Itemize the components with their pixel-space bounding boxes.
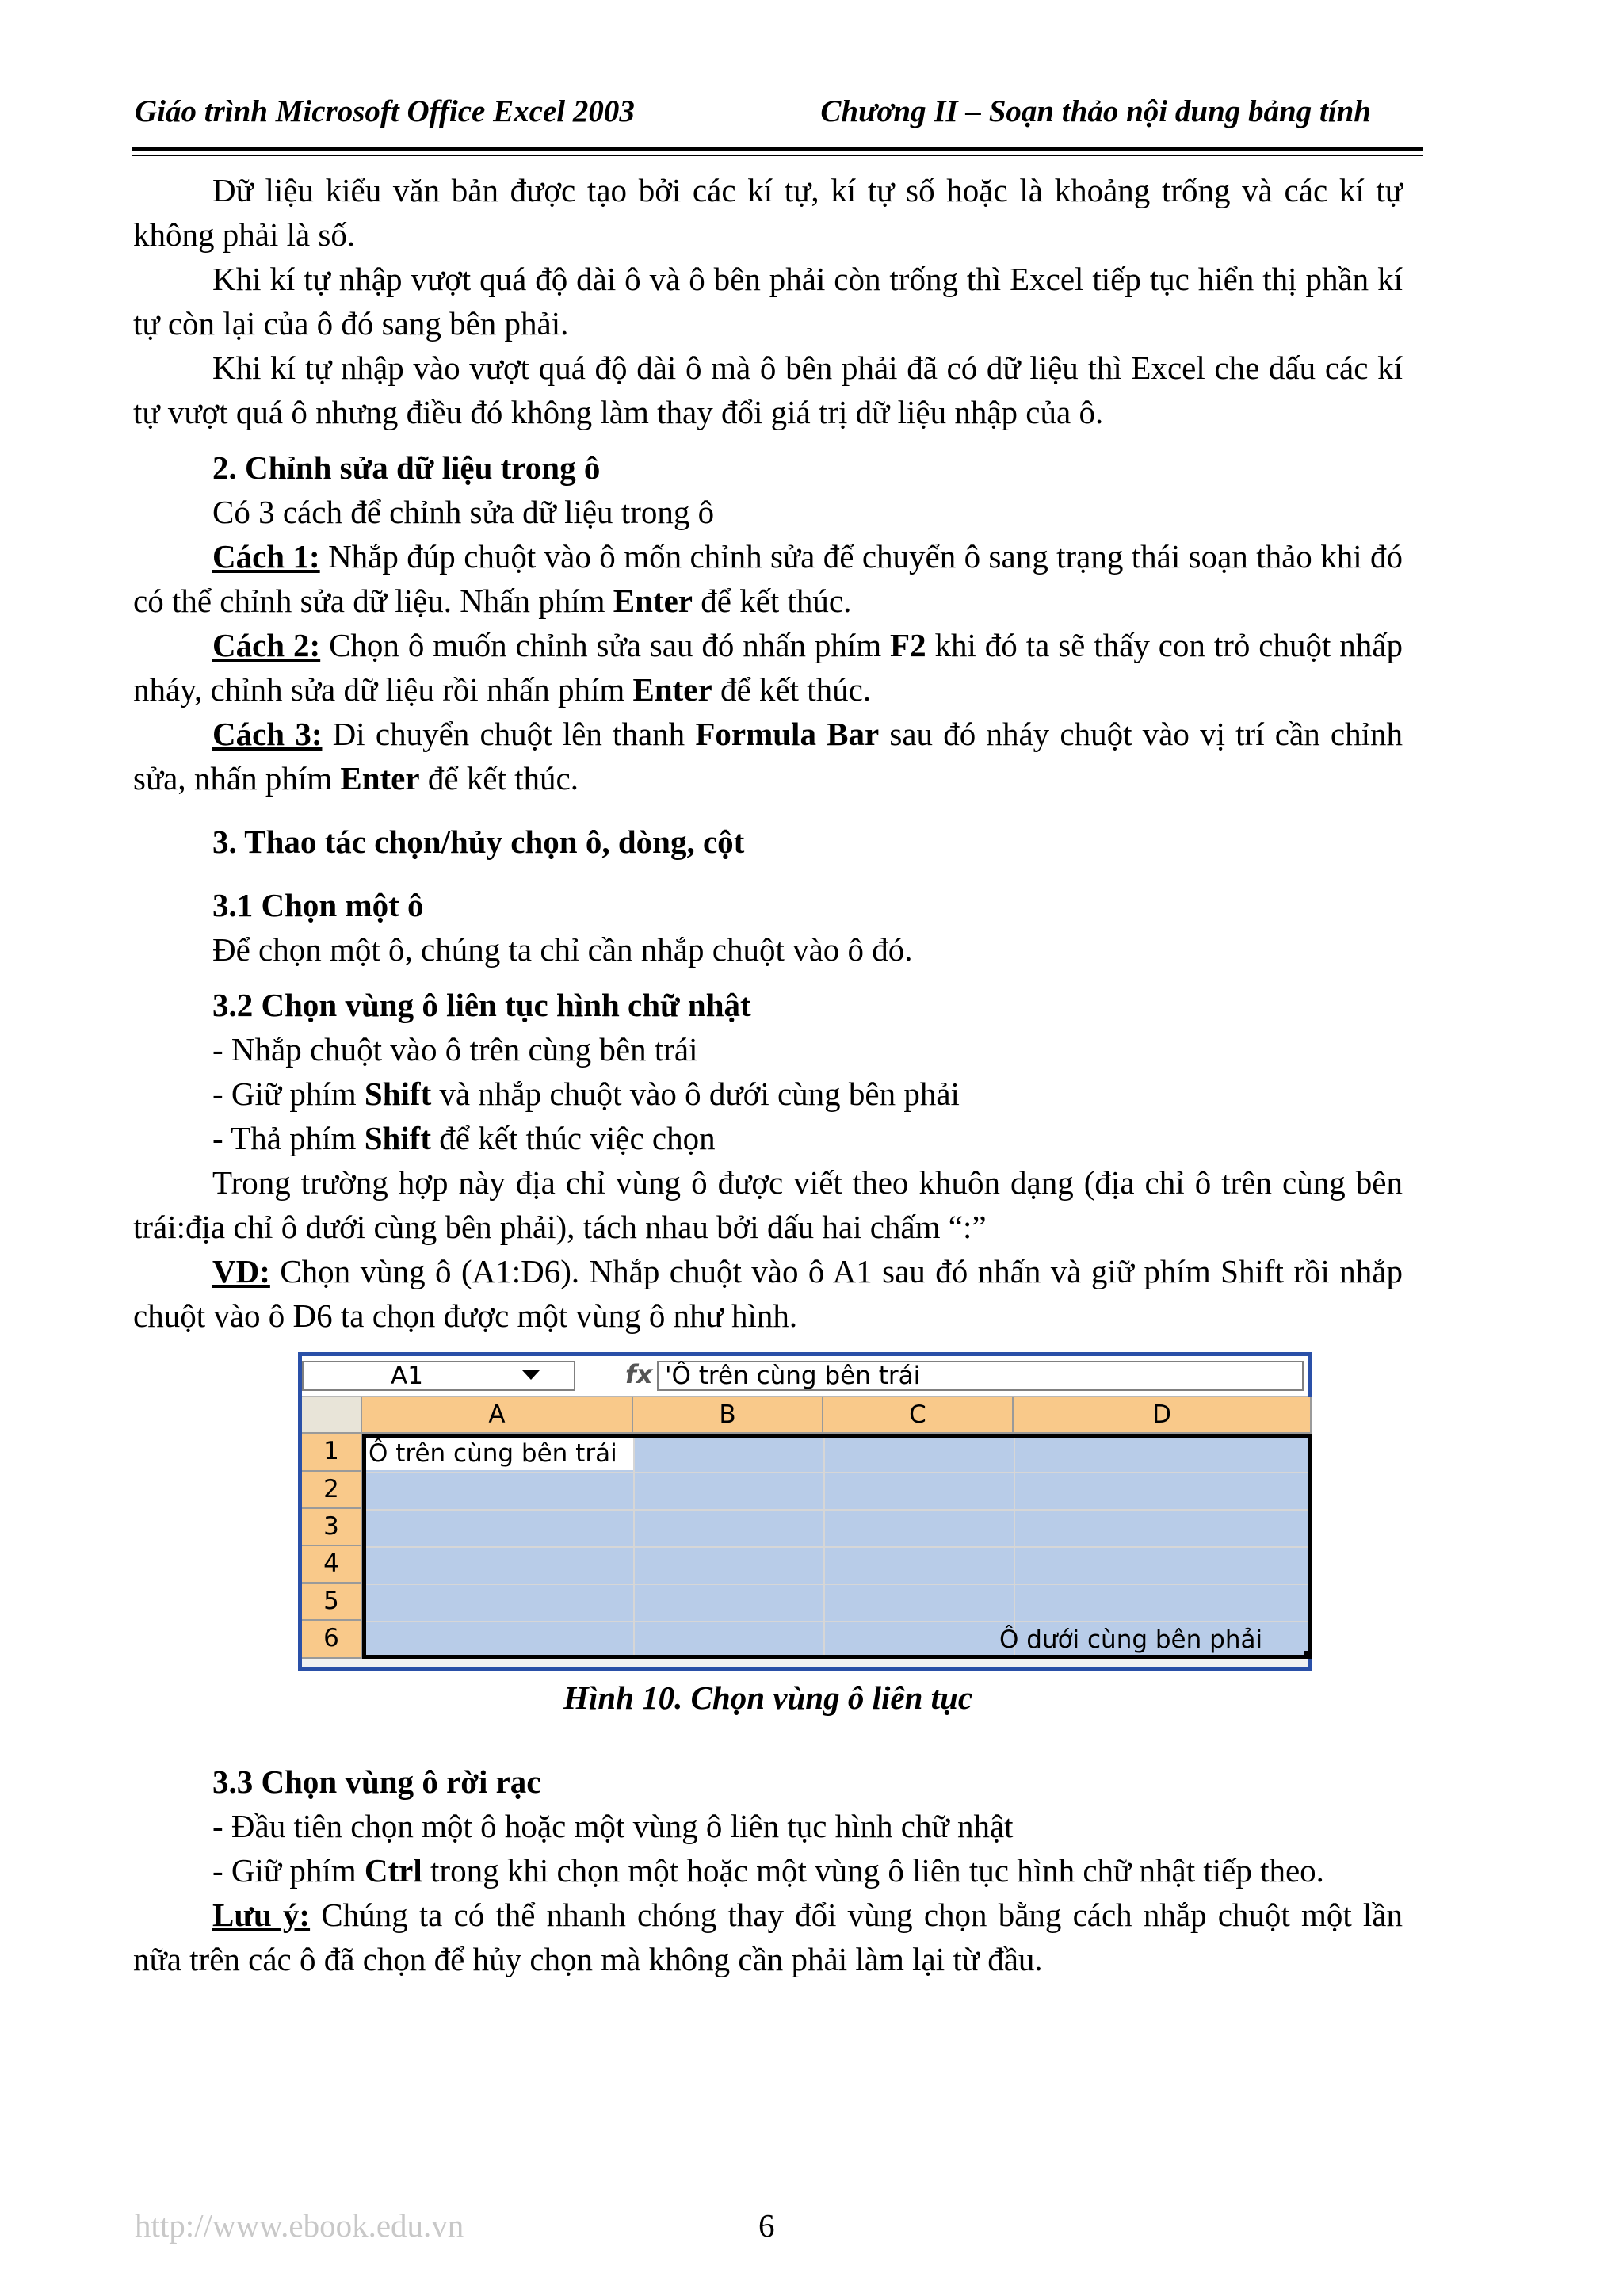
bullet-hold-ctrl-a: - Giữ phím [212, 1852, 365, 1889]
subsection-heading-3-1: 3.1 Chọn một ô [212, 887, 424, 923]
formula-input[interactable] [657, 1361, 1304, 1391]
paragraph-method-3 [133, 712, 1403, 800]
example-text: Chọn vùng ô (A1:D6). Nhắp chuột vào ô A1 sau đó nhấn và giữ phím Shift rồi nhắp chuột vào ô D6 ta chọn được một vùng ô như hình. [133, 1253, 1403, 1334]
fx-icon[interactable]: fx [625, 1359, 653, 1389]
paragraph-note [133, 1893, 1403, 1981]
paragraph-range-address: Trong trường hợp này địa chỉ vùng ô được viết theo khuôn dạng (địa chỉ ô trên cùng bên trái:địa chỉ ô dưới cùng bên phải), tách nhau bởi dấu hai chấm “:” [133, 1164, 1403, 1245]
name-box-value: A1 [391, 1362, 423, 1390]
select-all-corner[interactable] [302, 1397, 362, 1434]
formula-value: 'Ô trên cùng bên trái [665, 1362, 921, 1390]
subsection-heading-3-3: 3.3 Chọn vùng ô rời rạc [212, 1763, 541, 1800]
section-heading-3: 3. Thao tác chọn/hủy chọn ô, dòng, cột [212, 823, 745, 860]
method-3-text: Di chuyển chuột lên thanh [322, 716, 696, 752]
example-label: VD: [212, 1253, 270, 1289]
key-shift: Shift [364, 1075, 432, 1112]
bullet-hold-shift [133, 1072, 1403, 1116]
bullet-release-shift [133, 1116, 1403, 1160]
method-1-end: để kết thúc. [693, 583, 852, 619]
row-header-1[interactable]: 1 [302, 1434, 362, 1472]
column-header-a[interactable]: A [362, 1397, 633, 1434]
running-header-left: Giáo trình Microsoft Office Excel 2003 [135, 94, 635, 128]
row-header-4[interactable]: 4 [302, 1546, 362, 1584]
cell-a1-value: Ô trên cùng bên trái [369, 1439, 617, 1468]
column-header-d[interactable]: D [1014, 1397, 1312, 1434]
method-2-mid: khi đó ta sẽ thấy con trỏ chuột nhấp nháy, chỉnh sửa dữ liệu rồi nhấn phím [133, 627, 1403, 708]
key-enter: Enter [632, 671, 712, 708]
paragraph-three-ways: Có 3 cách để chỉnh sửa dữ liệu trong ô [212, 494, 715, 530]
key-shift: Shift [364, 1120, 431, 1156]
method-2-end: để kết thúc. [712, 671, 872, 708]
bullet-hold-ctrl [133, 1848, 1403, 1893]
paragraph-example [133, 1249, 1403, 1338]
cell-d6-value: Ô dưới cùng bên phải [999, 1626, 1263, 1654]
bullet-select-first: - Đầu tiên chọn một ô hoặc một vùng ô liên tục hình chữ nhật [212, 1808, 1014, 1844]
spreadsheet-grid [302, 1397, 1308, 1667]
key-f2: F2 [890, 627, 926, 663]
subsection-heading-3-2: 3.2 Chọn vùng ô liên tục hình chữ nhật [212, 987, 751, 1023]
paragraph-select-one-cell: Để chọn một ô, chúng ta chỉ cần nhắp chuột vào ô đó. [212, 931, 913, 968]
bullet-click-top-left: - Nhắp chuột vào ô trên cùng bên trái [212, 1031, 698, 1068]
paragraph-method-2 [133, 623, 1403, 712]
key-ctrl: Ctrl [364, 1852, 422, 1889]
bullet-hold-shift-a: - Giữ phím [212, 1075, 365, 1112]
row-header-3[interactable]: 3 [302, 1509, 362, 1546]
method-3-mid: sau đó nháy chuột vào vị trí cần chỉnh sửa, nhấn phím [133, 716, 1403, 797]
method-1-label: Cách 1: [212, 538, 320, 575]
paragraph-method-1 [133, 534, 1403, 623]
header-rule-thin [132, 155, 1423, 156]
paragraph-overflow-filled: Khi kí tự nhập vào vượt quá độ dài ô mà ô bên phải đã có dữ liệu thì Excel che dấu các kí tự vượt quá ô nhưng điều đó không làm thay đổi giá trị dữ liệu nhập của ô. [133, 350, 1403, 430]
note-text: Chúng ta có thể nhanh chóng thay đổi vùng chọn bằng cách nhắp chuột một lần nữa trên các ô đã chọn để hủy chọn mà không cần phải làm lại từ đầu. [133, 1897, 1403, 1977]
chevron-down-icon[interactable] [522, 1370, 540, 1380]
note-label: Lưu ý: [212, 1897, 311, 1933]
column-header-b[interactable]: B [633, 1397, 823, 1434]
running-header-right: Chương II – Soạn thảo nội dung bảng tính [820, 94, 1371, 128]
header-rule-thick [132, 147, 1423, 151]
bullet-release-shift-a: - Thả phím [212, 1120, 365, 1156]
method-2-text: Chọn ô muốn chỉnh sửa sau đó nhấn phím [320, 627, 891, 663]
method-3-end: để kết thúc. [419, 760, 579, 797]
formula-bar-term: Formula Bar [695, 716, 880, 752]
section-heading-2: 2. Chỉnh sửa dữ liệu trong ô [212, 449, 601, 486]
key-enter: Enter [340, 760, 420, 797]
method-3-label: Cách 3: [212, 716, 323, 752]
column-header-c[interactable]: C [823, 1397, 1014, 1434]
row-header-2[interactable]: 2 [302, 1472, 362, 1509]
row-header-5[interactable]: 5 [302, 1584, 362, 1621]
page-number: 6 [758, 2207, 775, 2244]
page-content [133, 168, 1403, 1981]
fill-handle[interactable] [1304, 1651, 1312, 1659]
selection-border [362, 1434, 1312, 1659]
footer-url: http://www.ebook.edu.vn [135, 2207, 464, 2244]
bullet-hold-shift-b: và nhắp chuột vào ô dưới cùng bên phải [431, 1075, 960, 1112]
bullet-release-shift-b: để kết thúc việc chọn [431, 1120, 716, 1156]
paragraph-text-data: Dữ liệu kiểu văn bản được tạo bởi các kí tự, kí tự số hoặc là khoảng trống và các kí tự không phải là số. [133, 172, 1403, 253]
row-header-6[interactable]: 6 [302, 1621, 362, 1659]
bullet-hold-ctrl-b: trong khi chọn một hoặc một vùng ô liên tục hình chữ nhật tiếp theo. [422, 1852, 1324, 1889]
key-enter: Enter [613, 583, 693, 619]
method-1-text: Nhắp đúp chuột vào ô mốn chỉnh sửa để chuyển ô sang trạng thái soạn thảo khi đó có thể chỉnh sửa dữ liệu. Nhấn phím [133, 538, 1403, 619]
figure-caption: Hình 10. Chọn vùng ô liên tục [563, 1679, 973, 1716]
excel-screenshot-figure [298, 1352, 1312, 1671]
paragraph-overflow-empty: Khi kí tự nhập vượt quá độ dài ô và ô bên phải còn trống thì Excel tiếp tục hiển thị phần kí tự còn lại của ô đó sang bên phải. [133, 261, 1403, 342]
method-2-label: Cách 2: [212, 627, 321, 663]
formula-bar [302, 1356, 1308, 1397]
name-box[interactable] [302, 1361, 575, 1391]
